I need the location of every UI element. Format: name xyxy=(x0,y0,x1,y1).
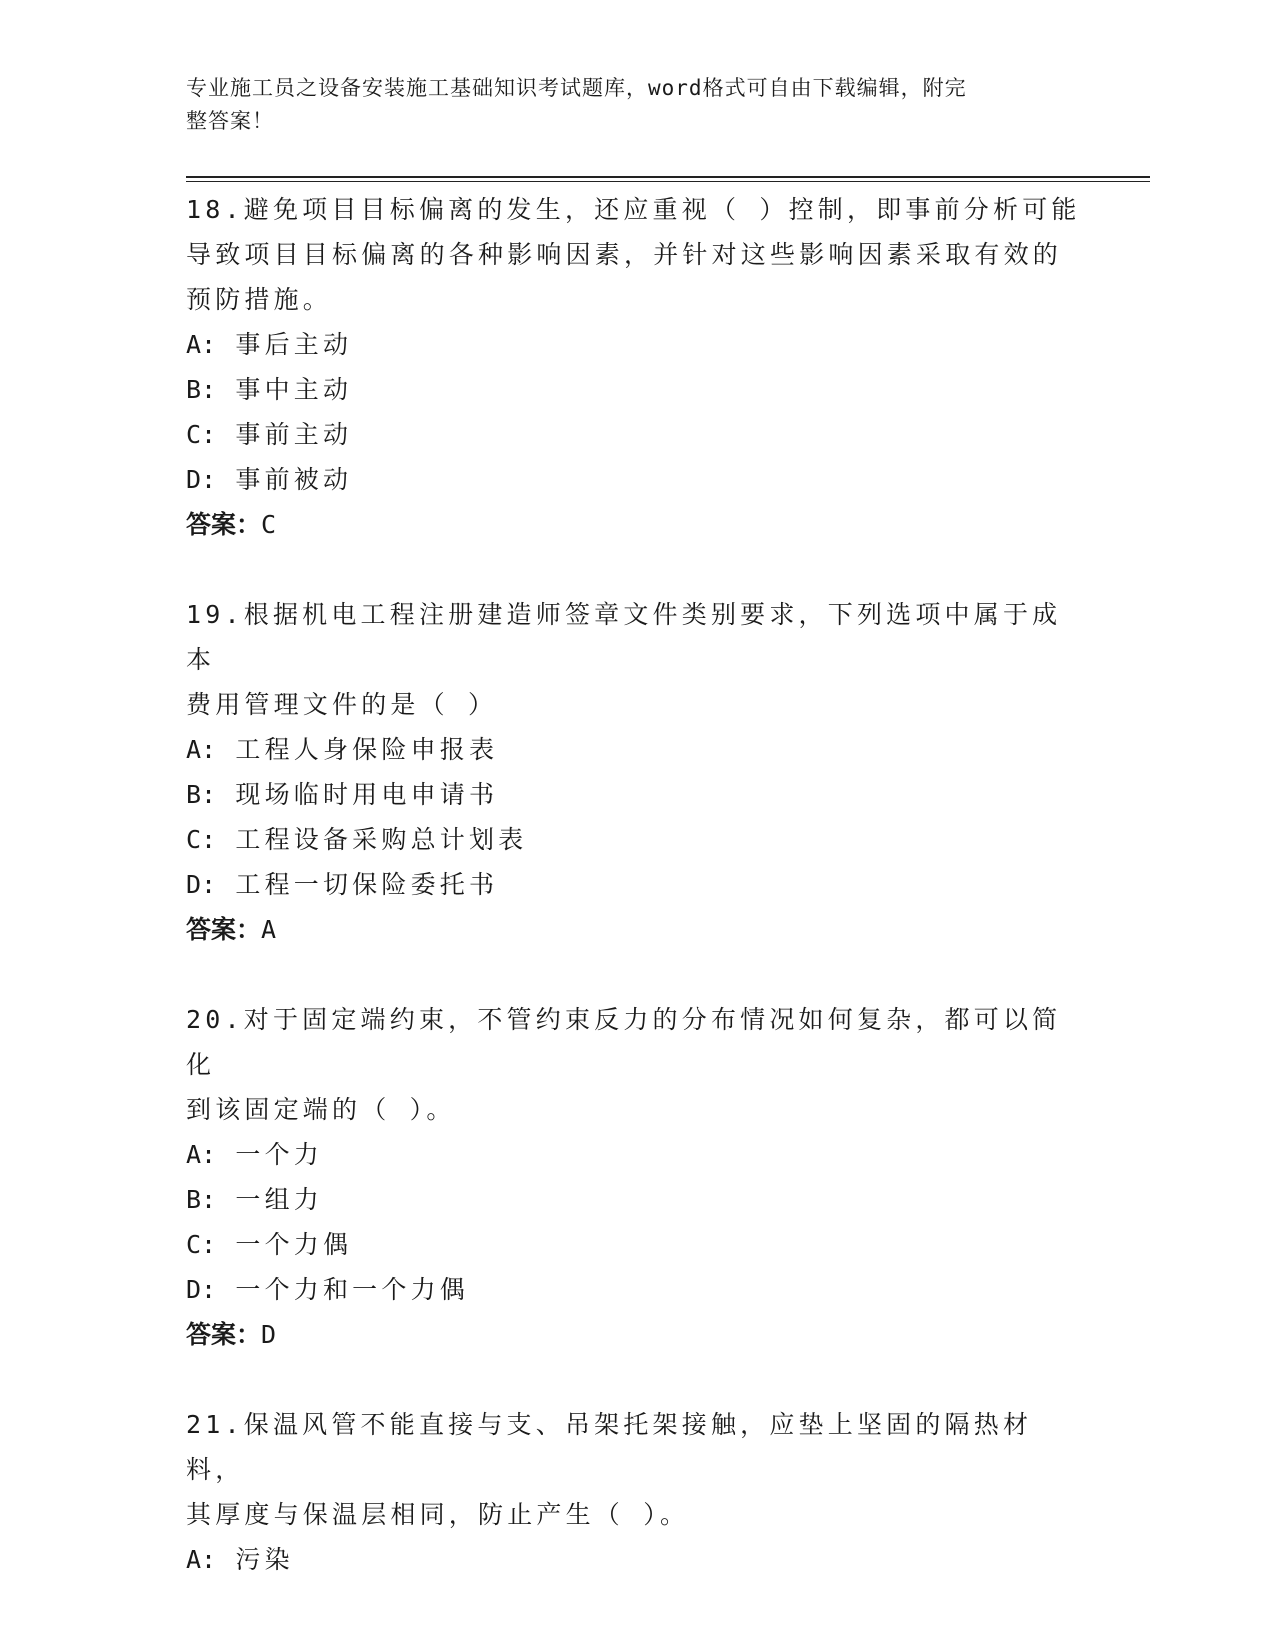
question-stem-line: 其厚度与保温层相同，防止产生（ ）。 xyxy=(186,1500,690,1529)
option-text: 一个力和一个力偶 xyxy=(235,1275,469,1304)
question-stem-line: 20.对于固定端约束，不管约束反力的分布情况如何复杂，都可以简化 xyxy=(186,1005,1062,1079)
option-letter: D: xyxy=(186,1275,217,1304)
option-letter: A: xyxy=(186,1140,217,1169)
question-stem-line: 21.保温风管不能直接与支、吊架托架接触，应垫上坚固的隔热材料， xyxy=(186,1410,1033,1484)
answer-label: 答案： xyxy=(186,915,262,944)
option-a xyxy=(186,1132,1086,1177)
option-text: 事前主动 xyxy=(235,420,353,449)
answer-line xyxy=(186,1312,1086,1357)
option-letter: B: xyxy=(186,780,217,809)
option-text: 事中主动 xyxy=(235,375,353,404)
header-line-1: 专业施工员之设备安装施工基础知识考试题库，word格式可自由下载编辑，附完 xyxy=(186,76,967,100)
option-a xyxy=(186,1537,1086,1582)
question-20 xyxy=(186,997,1086,1357)
option-d xyxy=(186,1267,1086,1312)
option-b xyxy=(186,772,1086,817)
question-stem-line: 费用管理文件的是（ ） xyxy=(186,690,498,719)
option-d xyxy=(186,457,1086,502)
option-b xyxy=(186,367,1086,412)
option-text: 现场临时用电申请书 xyxy=(235,780,499,809)
question-stem-line: 18.避免项目目标偏离的发生，还应重视（ ）控制，即事前分析可能 xyxy=(186,195,1081,224)
option-a xyxy=(186,322,1086,367)
option-text: 工程一切保险委托书 xyxy=(235,870,499,899)
option-letter: A: xyxy=(186,735,217,764)
option-text: 一个力 xyxy=(235,1140,323,1169)
header-divider-thick xyxy=(186,176,1150,178)
option-letter: C: xyxy=(186,420,217,449)
option-d xyxy=(186,862,1086,907)
question-stem-line: 导致项目目标偏离的各种影响因素，并针对这些影响因素采取有效的 xyxy=(186,240,1063,269)
option-text: 工程人身保险申报表 xyxy=(235,735,499,764)
option-letter: B: xyxy=(186,1185,217,1214)
spacer xyxy=(186,952,1086,997)
document-header xyxy=(186,72,1066,138)
answer-value: D xyxy=(261,1320,277,1349)
option-letter: D: xyxy=(186,870,217,899)
question-stem-line: 19.根据机电工程注册建造师签章文件类别要求，下列选项中属于成本 xyxy=(186,600,1062,674)
option-a xyxy=(186,727,1086,772)
option-letter: D: xyxy=(186,465,217,494)
answer-value: C xyxy=(261,510,277,539)
answer-value: A xyxy=(261,915,277,944)
option-text: 事后主动 xyxy=(235,330,353,359)
option-letter: A: xyxy=(186,1545,217,1574)
question-19 xyxy=(186,592,1086,952)
header-line-2: 整答案！ xyxy=(186,109,274,133)
option-c xyxy=(186,817,1086,862)
option-b xyxy=(186,1177,1086,1222)
option-text: 一组力 xyxy=(235,1185,323,1214)
question-21 xyxy=(186,1402,1086,1582)
spacer xyxy=(186,1357,1086,1402)
question-list xyxy=(186,187,1086,1582)
header-divider-thin xyxy=(186,181,1150,182)
answer-label: 答案： xyxy=(186,510,262,539)
answer-line xyxy=(186,907,1086,952)
option-text: 事前被动 xyxy=(235,465,353,494)
option-text: 一个力偶 xyxy=(235,1230,353,1259)
option-c xyxy=(186,1222,1086,1267)
answer-label: 答案： xyxy=(186,1320,262,1349)
question-stem-line: 预防措施。 xyxy=(186,285,333,314)
question-18 xyxy=(186,187,1086,547)
option-c xyxy=(186,412,1086,457)
question-stem-line: 到该固定端的（ ）。 xyxy=(186,1095,456,1124)
option-letter: A: xyxy=(186,330,217,359)
option-letter: C: xyxy=(186,825,217,854)
spacer xyxy=(186,547,1086,592)
option-letter: C: xyxy=(186,1230,217,1259)
option-text: 污染 xyxy=(235,1545,294,1574)
option-text: 工程设备采购总计划表 xyxy=(235,825,528,854)
answer-line xyxy=(186,502,1086,547)
option-letter: B: xyxy=(186,375,217,404)
